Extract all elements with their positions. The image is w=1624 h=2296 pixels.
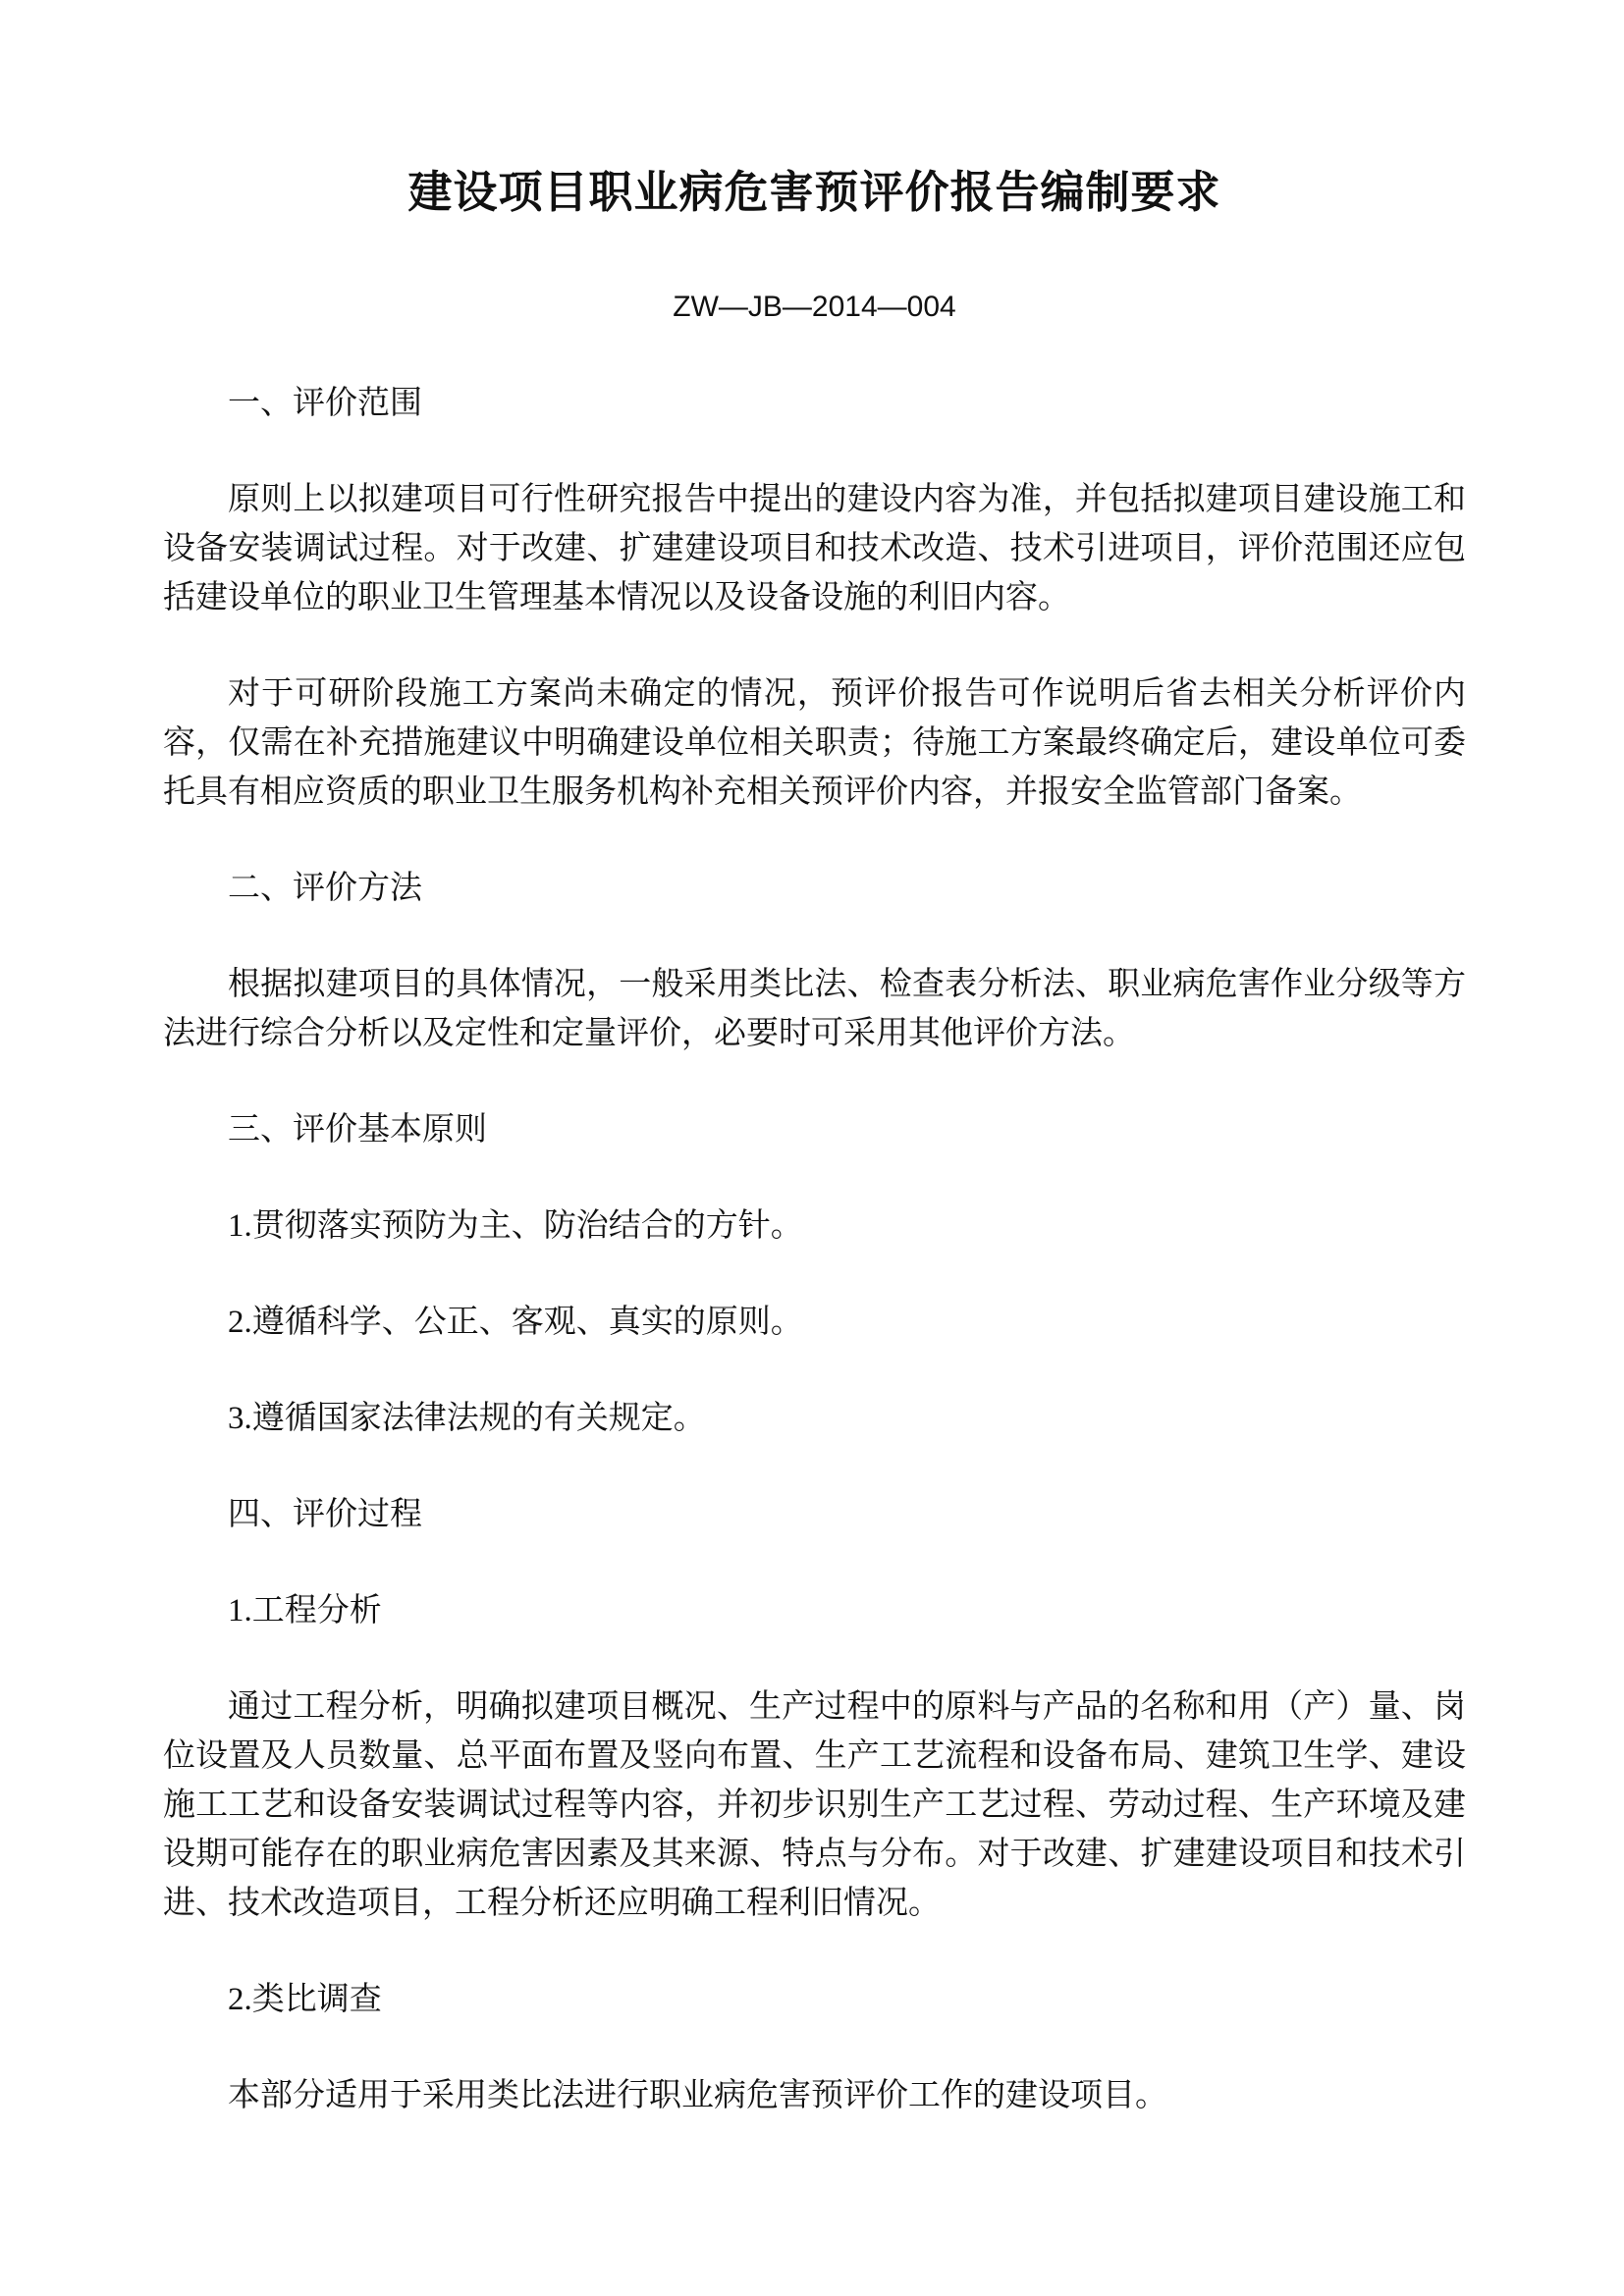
sub-heading: 1.工程分析	[228, 1593, 382, 1629]
body-paragraph: 根据拟建项目的具体情况，一般采用类比法、检查表分析法、职业病危害作业分级等方法进行综合分析以及定性和定量评价，必要时可采用其他评价方法。	[163, 967, 1466, 1051]
body-paragraph: 对于可研阶段施工方案尚未确定的情况，预评价报告可作说明后省去相关分析评价内容，仅需在补充措施建议中明确建设单位相关职责；待施工方案最终确定后，建设单位可委托具有相应资质的职业卫生服务机构补充相关预评价内容，并报安全监管部门备案。	[163, 676, 1466, 810]
body-paragraph: 本部分适用于采用类比法进行职业病危害预评价工作的建设项目。	[228, 2078, 1167, 2113]
section-heading: 二、评价方法	[228, 871, 422, 906]
section-heading: 四、评价过程	[228, 1497, 422, 1532]
body-paragraph: 原则上以拟建项目可行性研究报告中提出的建设内容为准，并包括拟建项目建设施工和设备安装调试过程。对于改建、扩建建设项目和技术改造、技术引进项目，评价范围还应包括建设单位的职业卫生管理基本情况以及设备设施的利旧内容。	[163, 482, 1466, 615]
numbered-item: 3.遵循国家法律法规的有关规定。	[228, 1401, 706, 1436]
numbered-item: 1.贯彻落实预防为主、防治结合的方针。	[228, 1208, 803, 1244]
document-number: ZW—JB—2014—004	[673, 291, 956, 323]
sub-heading: 2.类比调查	[228, 1982, 382, 2017]
document-body	[163, 379, 1466, 2120]
section-heading: 三、评价基本原则	[228, 1112, 487, 1148]
document-title: 建设项目职业病危害预评价报告编制要求	[407, 168, 1221, 217]
body-paragraph: 通过工程分析，明确拟建项目概况、生产过程中的原料与产品的名称和用（产）量、岗位设置及人员数量、总平面布置及竖向布置、生产工艺流程和设备布局、建筑卫生学、建设施工工艺和设备安装调试过程等内容，并初步识别生产工艺过程、劳动过程、生产环境及建设期可能存在的职业病危害因素及其来源、特点与分布。对于改建、扩建建设项目和技术引进、技术改造项目，工程分析还应明确工程利旧情况。	[163, 1689, 1466, 1921]
numbered-item: 2.遵循科学、公正、客观、真实的原则。	[228, 1305, 803, 1340]
section-heading: 一、评价范围	[228, 386, 422, 421]
